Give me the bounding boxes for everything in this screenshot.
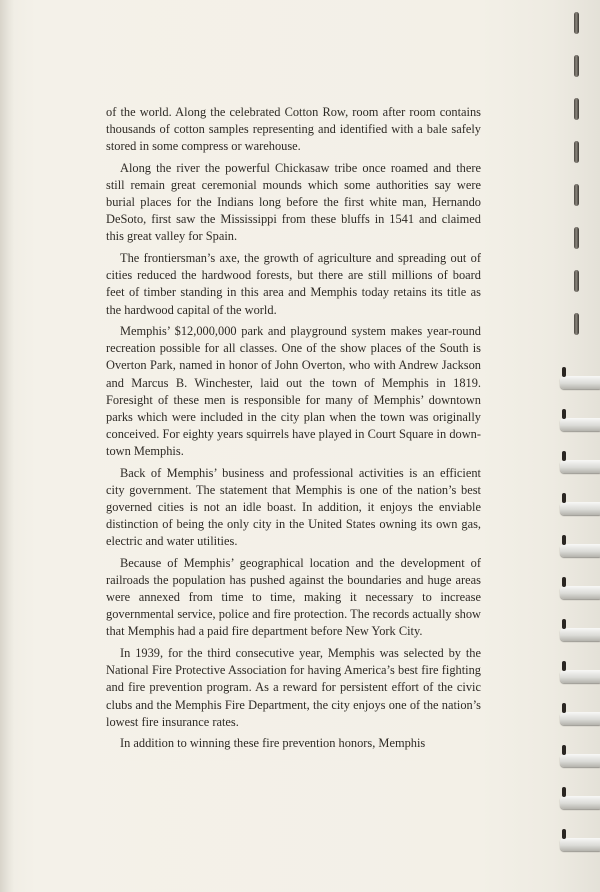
binding-ring-5 <box>574 184 579 206</box>
binding-ring-10 <box>560 418 600 431</box>
binding-ring-7 <box>574 270 579 292</box>
paragraph-1: of the world. Along the celebrated Cotton Row, room after room contains thousands of cotton samples representing and identified with a bale safely stored in some compress or warehouse. <box>106 105 481 154</box>
binding-ring-12 <box>560 502 600 515</box>
paragraph-7: In 1939, for the third consecutive year, Memphis was selected by the National Fire Protective Association for having America’s best fire fighting and fire prevention program. As a reward for persistent effort of the civic clubs and the Memphis Fire Department, the city enjoys one of the nation’s lowest fire insurance rates. <box>106 646 481 729</box>
binding-ring-4 <box>574 141 579 163</box>
binding-ring-1 <box>574 12 579 34</box>
binding-ring-18 <box>560 754 600 767</box>
page-gutter-shadow <box>0 0 14 892</box>
binding-ring-9 <box>560 376 600 389</box>
paragraph-4: Memphis’ $12,000,000 park and playground system makes year-round recreation possible for all classes. One of the show places of the South is Overton Park, named in honor of John Overton, who with Andrew Jackson and Marcus B. Winchester, laid out the town of Memphis in 1819. Foresight of these men is responsible for many of Memphis’ downtown parks which were included in the city plan when the town was originally conceived. For eighty years squirrels have played in Court Square in downtown Memphis. <box>106 324 481 459</box>
binding-ring-13 <box>560 544 600 557</box>
binding-ring-19 <box>560 796 600 809</box>
paragraph-3: The frontiersman’s axe, the growth of agriculture and spreading out of cities reduced the hardwood forests, but there are still millions of board feet of timber standing in this area and Memphis today retains its title as the hardwood capital of the world. <box>106 251 481 317</box>
binding-ring-14 <box>560 586 600 599</box>
binding-ring-8 <box>574 313 579 335</box>
body-text <box>106 104 481 757</box>
binding-ring-20 <box>560 838 600 851</box>
binding-ring-6 <box>574 227 579 249</box>
binding-ring-17 <box>560 712 600 725</box>
binding-ring-16 <box>560 670 600 683</box>
paragraph-8: In addition to winning these fire prevention honors, Memphis <box>120 736 426 751</box>
binding-ring-3 <box>574 98 579 120</box>
paragraph-5: Back of Memphis’ business and professional activities is an efficient city government. The statement that Memphis is one of the nation’s best governed cities is not an idle boast. In addition, it enjoys the enviable distinction of being the only city in the United States owning its own gas, electric and water utilities. <box>106 465 481 549</box>
binding-ring-2 <box>574 55 579 77</box>
binding-ring-11 <box>560 460 600 473</box>
paragraph-6: Because of Memphis’ geographical location and the development of railroads the population has pushed against the boundaries and huge areas were annexed from time to time, making it necessary to increase governmental service, police and fire protection. The records actually show that Memphis had a paid fire department before New York City. <box>106 555 481 639</box>
paragraph-2: Along the river the powerful Chickasaw tribe once roamed and there still remain great ceremonial mounds which some authorities say were burial places for the Indians long before the first white man, Hernando DeSoto, first saw the Mississippi from these bluffs in 1541 and claimed this great valley for Spain. <box>106 160 481 244</box>
binding-ring-15 <box>560 628 600 641</box>
